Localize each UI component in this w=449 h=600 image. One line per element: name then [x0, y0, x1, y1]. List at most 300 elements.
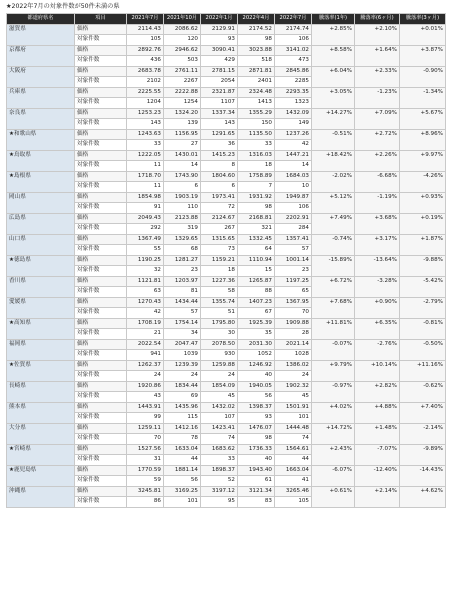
table-row-price: [7, 234, 446, 245]
item-label-count: 対象件数: [75, 434, 127, 445]
count-cell: 14: [164, 161, 201, 172]
item-label-price: 価格: [75, 150, 127, 161]
price-cell: 1430.01: [164, 150, 201, 161]
count-cell: 34: [164, 329, 201, 340]
price-cell: 1973.41: [201, 192, 238, 203]
count-cell: 98: [238, 35, 275, 46]
change-rate-cell: +2.14%: [355, 486, 400, 507]
change-rate-cell: -5.42%: [400, 276, 446, 297]
item-label-count: 対象件数: [75, 266, 127, 277]
count-cell: 503: [164, 56, 201, 67]
count-cell: 33: [238, 140, 275, 151]
prefecture-name: ★鹿児島県: [7, 465, 75, 486]
item-label-price: 価格: [75, 213, 127, 224]
item-label-count: 対象件数: [75, 287, 127, 298]
price-cell: 1770.59: [127, 465, 164, 476]
price-cell: 1398.37: [238, 402, 275, 413]
item-label-price: 価格: [75, 402, 127, 413]
price-cell: 1444.48: [275, 423, 312, 434]
prefecture-name: 奈良県: [7, 108, 75, 129]
item-label-price: 価格: [75, 108, 127, 119]
count-cell: 1254: [164, 98, 201, 109]
count-cell: 98: [238, 434, 275, 445]
change-rate-cell: -14.43%: [400, 465, 446, 486]
price-cell: 3245.81: [127, 486, 164, 497]
price-cell: 2321.87: [201, 87, 238, 98]
count-cell: 106: [275, 35, 312, 46]
change-rate-cell: -0.50%: [400, 339, 446, 360]
price-cell: 2022.54: [127, 339, 164, 350]
count-cell: 72: [201, 203, 238, 214]
count-cell: 2267: [164, 77, 201, 88]
prefecture-name: ★鳥取県: [7, 150, 75, 171]
price-cell: 1355.74: [201, 297, 238, 308]
item-label-count: 対象件数: [75, 224, 127, 235]
item-label-count: 対象件数: [75, 119, 127, 130]
price-cell: 1281.27: [164, 255, 201, 266]
price-cell: 1736.33: [238, 444, 275, 455]
count-cell: 24: [201, 371, 238, 382]
count-cell: 52: [201, 476, 238, 487]
item-label-price: 価格: [75, 318, 127, 329]
count-cell: 73: [201, 245, 238, 256]
table-row-price: [7, 213, 446, 224]
price-cell: 2222.88: [164, 87, 201, 98]
price-cell: 1265.87: [238, 276, 275, 287]
prefecture-name: ★宮崎県: [7, 444, 75, 465]
count-cell: 107: [201, 413, 238, 424]
change-rate-cell: +4.02%: [312, 402, 355, 423]
count-cell: 2102: [127, 77, 164, 88]
price-cell: 1357.41: [275, 234, 312, 245]
item-label-count: 対象件数: [75, 56, 127, 67]
column-header: 項目: [75, 14, 127, 25]
count-cell: 56: [238, 392, 275, 403]
item-label-count: 対象件数: [75, 329, 127, 340]
change-rate-cell: +0.01%: [400, 24, 446, 45]
price-cell: 1329.65: [164, 234, 201, 245]
table-row-price: [7, 66, 446, 77]
change-rate-cell: -6.07%: [312, 465, 355, 486]
item-label-count: 対象件数: [75, 476, 127, 487]
column-header: 2021年10月: [164, 14, 201, 25]
price-cell: 1898.37: [201, 465, 238, 476]
price-cell: 1902.32: [275, 381, 312, 392]
prefecture-name: 沖縄県: [7, 486, 75, 507]
price-cell: 2174.74: [275, 24, 312, 35]
count-cell: 24: [275, 371, 312, 382]
price-cell: 1001.14: [275, 255, 312, 266]
item-label-price: 価格: [75, 66, 127, 77]
header-row: [7, 14, 446, 25]
price-cell: 1854.98: [127, 192, 164, 203]
count-cell: 321: [238, 224, 275, 235]
price-cell: 3141.02: [275, 45, 312, 56]
price-cell: 1415.23: [201, 150, 238, 161]
item-label-count: 対象件数: [75, 413, 127, 424]
change-rate-cell: +4.88%: [355, 402, 400, 423]
count-cell: 1413: [238, 98, 275, 109]
item-label-count: 対象件数: [75, 77, 127, 88]
item-label-price: 価格: [75, 465, 127, 476]
count-cell: 40: [238, 371, 275, 382]
table-row-price: [7, 255, 446, 266]
table-row-price: [7, 87, 446, 98]
item-label-price: 価格: [75, 192, 127, 203]
price-cell: 2123.88: [164, 213, 201, 224]
price-cell: 1881.14: [164, 465, 201, 476]
change-rate-cell: +7.09%: [355, 108, 400, 129]
price-cell: 2031.30: [238, 339, 275, 350]
column-header: 2022年7月: [275, 14, 312, 25]
change-rate-cell: -6.68%: [355, 171, 400, 192]
prefecture-name: 福岡県: [7, 339, 75, 360]
price-cell: 1239.39: [164, 360, 201, 371]
table-row-price: [7, 360, 446, 371]
price-cell: 1332.45: [238, 234, 275, 245]
item-label-price: 価格: [75, 234, 127, 245]
count-cell: 24: [127, 371, 164, 382]
table-row-price: [7, 318, 446, 329]
count-cell: 31: [127, 455, 164, 466]
price-cell: 1367.49: [127, 234, 164, 245]
column-header: 騰落率(1年): [312, 14, 355, 25]
change-rate-cell: -0.51%: [312, 129, 355, 150]
change-rate-cell: +0.61%: [312, 486, 355, 507]
count-cell: 105: [127, 35, 164, 46]
change-rate-cell: -2.02%: [312, 171, 355, 192]
prefecture-name: 広島県: [7, 213, 75, 234]
change-rate-cell: -9.88%: [400, 255, 446, 276]
count-cell: 30: [201, 329, 238, 340]
change-rate-cell: +2.10%: [355, 24, 400, 45]
price-cell: 2086.62: [164, 24, 201, 35]
count-cell: 7: [238, 182, 275, 193]
price-cell: 1683.62: [201, 444, 238, 455]
change-rate-cell: +14.27%: [312, 108, 355, 129]
price-cell: 2124.67: [201, 213, 238, 224]
count-cell: 14: [275, 161, 312, 172]
count-cell: 941: [127, 350, 164, 361]
count-cell: 74: [275, 434, 312, 445]
count-cell: 33: [127, 140, 164, 151]
change-rate-cell: -0.97%: [312, 381, 355, 402]
price-cell: 3090.41: [201, 45, 238, 56]
count-cell: 292: [127, 224, 164, 235]
change-rate-cell: +1.48%: [355, 423, 400, 444]
change-rate-cell: +0.90%: [355, 297, 400, 318]
item-label-price: 価格: [75, 381, 127, 392]
count-cell: 24: [164, 371, 201, 382]
count-cell: 319: [164, 224, 201, 235]
price-cell: 1564.61: [275, 444, 312, 455]
change-rate-cell: -1.19%: [355, 192, 400, 213]
count-cell: 518: [238, 56, 275, 67]
count-cell: 44: [164, 455, 201, 466]
change-rate-cell: +3.17%: [355, 234, 400, 255]
table-row-price: [7, 192, 446, 203]
count-cell: 57: [275, 245, 312, 256]
change-rate-cell: +3.87%: [400, 45, 446, 66]
change-rate-cell: -0.90%: [400, 66, 446, 87]
price-cell: 1253.23: [127, 108, 164, 119]
item-label-count: 対象件数: [75, 35, 127, 46]
change-rate-cell: +5.12%: [312, 192, 355, 213]
change-rate-cell: -1.23%: [355, 87, 400, 108]
prefecture-name: 岡山県: [7, 192, 75, 213]
price-cell: 1227.36: [201, 276, 238, 287]
count-cell: 120: [164, 35, 201, 46]
change-rate-cell: +7.68%: [312, 297, 355, 318]
change-rate-cell: +3.05%: [312, 87, 355, 108]
price-cell: 2114.43: [127, 24, 164, 35]
price-cell: 1903.19: [164, 192, 201, 203]
count-cell: 91: [127, 203, 164, 214]
count-cell: 1052: [238, 350, 275, 361]
change-rate-cell: +9.97%: [400, 150, 446, 171]
price-cell: 2324.48: [238, 87, 275, 98]
change-rate-cell: +0.19%: [400, 213, 446, 234]
count-cell: 149: [275, 119, 312, 130]
price-cell: 1291.65: [201, 129, 238, 140]
count-cell: 1204: [127, 98, 164, 109]
count-cell: 2054: [201, 77, 238, 88]
change-rate-cell: -4.26%: [400, 171, 446, 192]
count-cell: 15: [238, 266, 275, 277]
item-label-price: 価格: [75, 87, 127, 98]
prefecture-name: 熊本県: [7, 402, 75, 423]
count-cell: 98: [238, 203, 275, 214]
price-cell: 2892.76: [127, 45, 164, 56]
price-cell: 2293.35: [275, 87, 312, 98]
price-cell: 2168.81: [238, 213, 275, 224]
count-cell: 267: [201, 224, 238, 235]
count-cell: 18: [201, 266, 238, 277]
change-rate-cell: +8.96%: [400, 129, 446, 150]
count-cell: 101: [275, 413, 312, 424]
table-row-price: [7, 297, 446, 308]
change-rate-cell: +14.72%: [312, 423, 355, 444]
price-cell: 1423.41: [201, 423, 238, 434]
price-cell: 2683.78: [127, 66, 164, 77]
price-cell: 1527.56: [127, 444, 164, 455]
price-cell: 2761.11: [164, 66, 201, 77]
count-cell: 8: [201, 161, 238, 172]
change-rate-cell: +2.82%: [355, 381, 400, 402]
count-cell: 101: [164, 497, 201, 508]
change-rate-cell: -2.14%: [400, 423, 446, 444]
table-row-price: [7, 45, 446, 56]
count-cell: 23: [275, 266, 312, 277]
price-cell: 1367.95: [275, 297, 312, 308]
item-label-price: 価格: [75, 276, 127, 287]
change-rate-cell: +10.14%: [355, 360, 400, 381]
count-cell: 44: [275, 455, 312, 466]
item-label-count: 対象件数: [75, 98, 127, 109]
count-cell: 41: [275, 476, 312, 487]
item-label-count: 対象件数: [75, 371, 127, 382]
change-rate-cell: +1.87%: [400, 234, 446, 255]
count-cell: 143: [127, 119, 164, 130]
item-label-price: 価格: [75, 129, 127, 140]
price-cell: 1633.04: [164, 444, 201, 455]
count-cell: 1028: [275, 350, 312, 361]
count-cell: 59: [127, 476, 164, 487]
price-cell: 1743.90: [164, 171, 201, 182]
table-row-price: [7, 444, 446, 455]
item-label-price: 価格: [75, 297, 127, 308]
count-cell: 55: [127, 245, 164, 256]
change-rate-cell: -7.07%: [355, 444, 400, 465]
count-cell: 93: [201, 35, 238, 46]
count-cell: 21: [127, 329, 164, 340]
price-cell: 1909.88: [275, 318, 312, 329]
count-cell: 61: [238, 476, 275, 487]
change-rate-cell: +7.49%: [312, 213, 355, 234]
price-cell: 1203.97: [164, 276, 201, 287]
column-header: 騰落率(6ヶ月): [355, 14, 400, 25]
count-cell: 429: [201, 56, 238, 67]
change-rate-cell: -0.81%: [400, 318, 446, 339]
count-cell: 69: [164, 392, 201, 403]
price-cell: 1795.80: [201, 318, 238, 329]
price-cell: 1159.21: [201, 255, 238, 266]
change-rate-cell: +6.04%: [312, 66, 355, 87]
count-cell: 11: [127, 161, 164, 172]
count-cell: 32: [127, 266, 164, 277]
count-cell: 64: [238, 245, 275, 256]
prefecture-name: 兵庫県: [7, 87, 75, 108]
count-cell: 74: [201, 434, 238, 445]
price-cell: 1197.25: [275, 276, 312, 287]
change-rate-cell: +11.81%: [312, 318, 355, 339]
count-cell: 70: [275, 308, 312, 319]
price-cell: 1925.39: [238, 318, 275, 329]
change-rate-cell: +2.85%: [312, 24, 355, 45]
count-cell: 139: [164, 119, 201, 130]
count-cell: 67: [238, 308, 275, 319]
price-cell: 2174.52: [238, 24, 275, 35]
count-cell: 57: [164, 308, 201, 319]
price-cell: 2202.91: [275, 213, 312, 224]
count-cell: 930: [201, 350, 238, 361]
price-cell: 1758.89: [238, 171, 275, 182]
item-label-price: 価格: [75, 360, 127, 371]
price-cell: 1943.40: [238, 465, 275, 476]
price-cell: 1663.04: [275, 465, 312, 476]
item-label-count: 対象件数: [75, 161, 127, 172]
item-label-count: 対象件数: [75, 140, 127, 151]
price-cell: 1920.86: [127, 381, 164, 392]
count-cell: 27: [164, 140, 201, 151]
count-cell: 1323: [275, 98, 312, 109]
count-cell: 68: [164, 245, 201, 256]
price-cell: 1432.02: [201, 402, 238, 413]
item-label-price: 価格: [75, 339, 127, 350]
count-cell: 83: [238, 497, 275, 508]
price-cell: 1110.94: [238, 255, 275, 266]
price-cell: 1243.63: [127, 129, 164, 140]
table-row-price: [7, 276, 446, 287]
page-title: ★2022年7月の対象件数が50件未満の県: [6, 3, 120, 10]
count-cell: 33: [201, 455, 238, 466]
price-cell: 2049.43: [127, 213, 164, 224]
price-cell: 1435.96: [164, 402, 201, 413]
price-cell: 2781.15: [201, 66, 238, 77]
price-cell: 1337.34: [201, 108, 238, 119]
item-label-count: 対象件数: [75, 245, 127, 256]
count-cell: 23: [164, 266, 201, 277]
item-label-count: 対象件数: [75, 308, 127, 319]
prefecture-name: 長崎県: [7, 381, 75, 402]
count-cell: 110: [164, 203, 201, 214]
price-cell: 1121.81: [127, 276, 164, 287]
price-cell: 1708.19: [127, 318, 164, 329]
change-rate-cell: -1.34%: [400, 87, 446, 108]
count-cell: 88: [238, 287, 275, 298]
count-cell: 18: [238, 161, 275, 172]
change-rate-cell: -13.64%: [355, 255, 400, 276]
item-label-count: 対象件数: [75, 455, 127, 466]
price-cell: 2871.81: [238, 66, 275, 77]
count-cell: 51: [201, 308, 238, 319]
count-cell: 11: [127, 182, 164, 193]
item-label-price: 価格: [75, 45, 127, 56]
change-rate-cell: -2.79%: [400, 297, 446, 318]
count-cell: 473: [275, 56, 312, 67]
count-cell: 40: [238, 455, 275, 466]
price-cell: 1434.44: [164, 297, 201, 308]
price-cell: 1432.09: [275, 108, 312, 119]
prefecture-name: 滋賀県: [7, 24, 75, 45]
change-rate-cell: +9.79%: [312, 360, 355, 381]
prefecture-name: ★高知県: [7, 318, 75, 339]
price-table: [6, 13, 446, 508]
prefecture-name: ★佐賀県: [7, 360, 75, 381]
prefecture-name: ★島根県: [7, 171, 75, 192]
item-label-count: 対象件数: [75, 497, 127, 508]
item-label-price: 価格: [75, 24, 127, 35]
column-header: 2022年4月: [238, 14, 275, 25]
table-row-price: [7, 150, 446, 161]
item-label-price: 価格: [75, 486, 127, 497]
count-cell: 2285: [275, 77, 312, 88]
price-cell: 3121.34: [238, 486, 275, 497]
change-rate-cell: +11.16%: [400, 360, 446, 381]
item-label-price: 価格: [75, 171, 127, 182]
count-cell: 36: [201, 140, 238, 151]
prefecture-name: 香川県: [7, 276, 75, 297]
count-cell: 150: [238, 119, 275, 130]
column-header: 2022年1月: [201, 14, 238, 25]
change-rate-cell: +6.72%: [312, 276, 355, 297]
price-cell: 1407.23: [238, 297, 275, 308]
price-cell: 2129.91: [201, 24, 238, 35]
count-cell: 45: [275, 392, 312, 403]
price-cell: 1316.03: [238, 150, 275, 161]
count-cell: 6: [201, 182, 238, 193]
price-cell: 1949.87: [275, 192, 312, 203]
table-row-price: [7, 129, 446, 140]
prefecture-name: 京都府: [7, 45, 75, 66]
price-cell: 1270.43: [127, 297, 164, 308]
change-rate-cell: +5.67%: [400, 108, 446, 129]
price-cell: 1443.91: [127, 402, 164, 413]
prefecture-name: 大分県: [7, 423, 75, 444]
table-row-price: [7, 423, 446, 434]
price-cell: 1447.21: [275, 150, 312, 161]
price-cell: 1190.25: [127, 255, 164, 266]
